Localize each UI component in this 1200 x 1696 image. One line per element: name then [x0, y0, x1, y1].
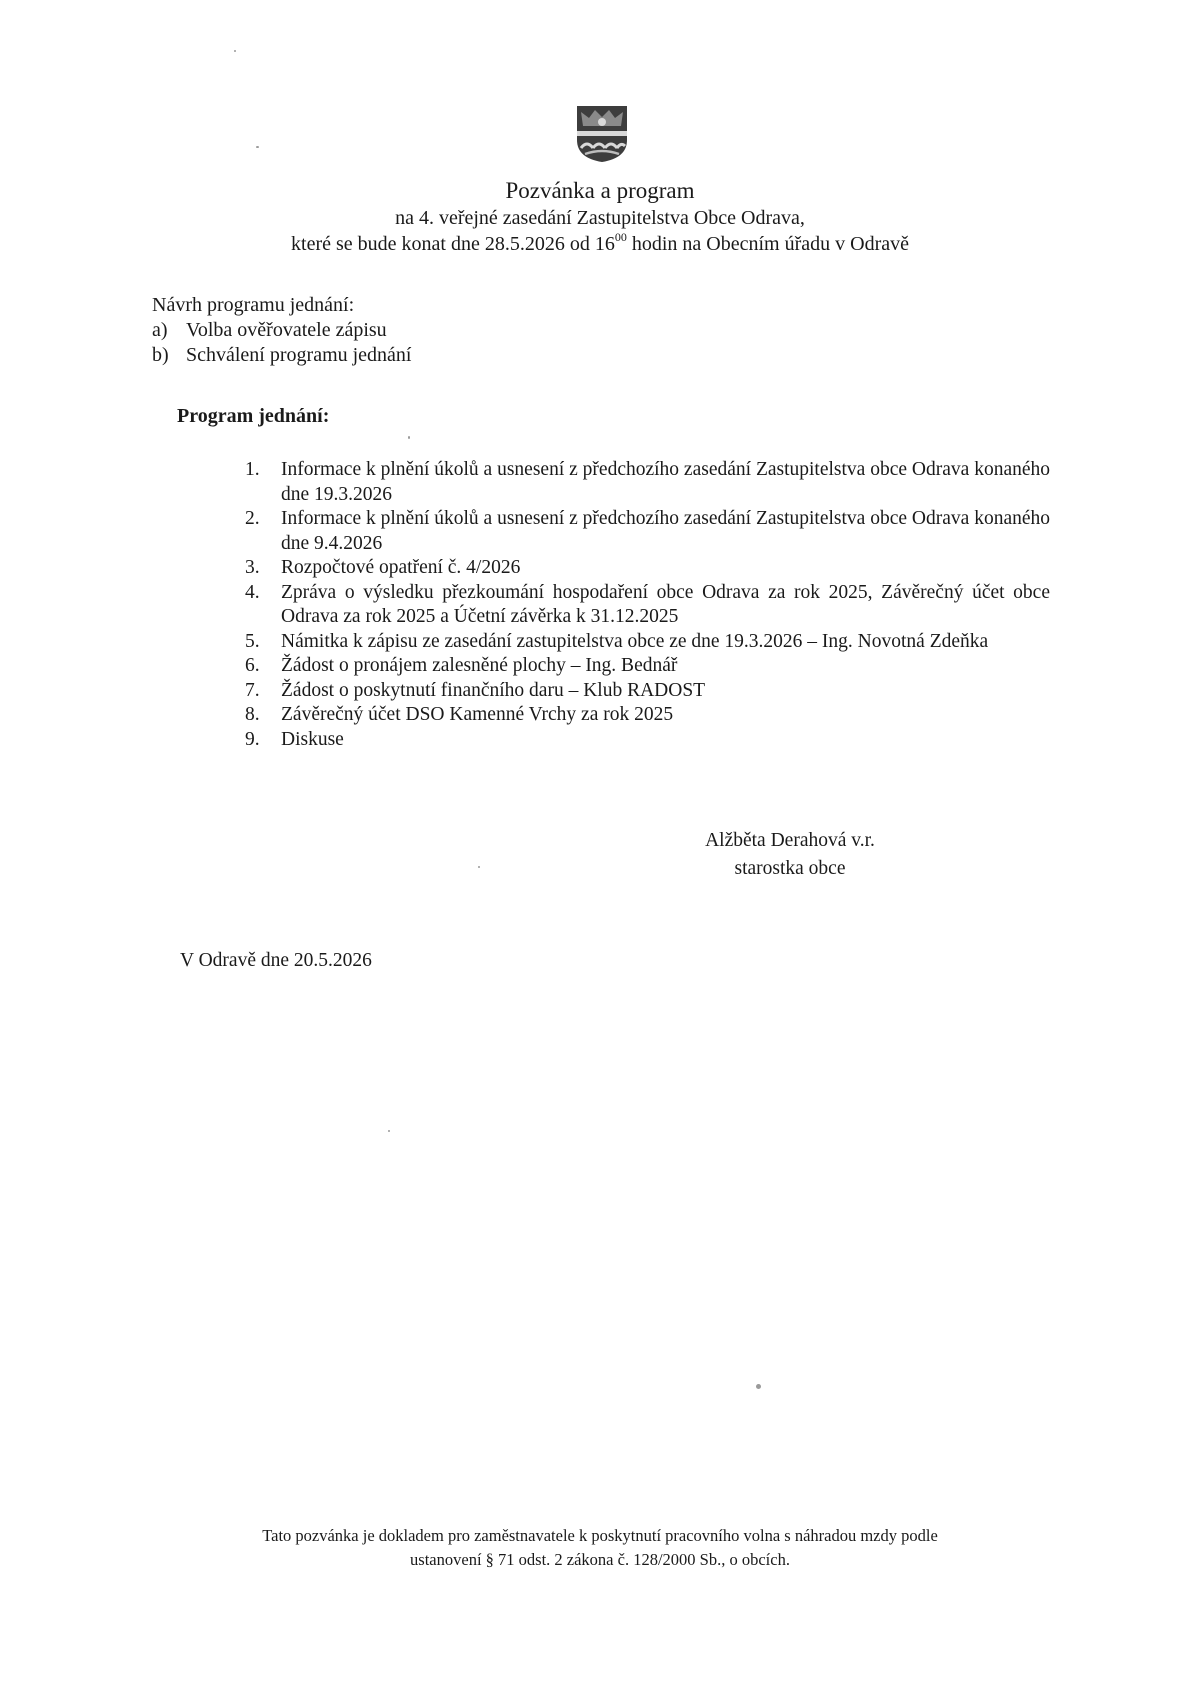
- proposal-item-mark: b): [152, 344, 169, 366]
- program-item-number: 5.: [245, 630, 260, 652]
- scan-speck: [408, 436, 410, 439]
- program-item-text: Zpráva o výsledku přezkoumání hospodaření obce Odrava za rok 2025, Závěrečný účet obce Odrava za rok 2025 a Účetní závěrka k 31.12.2025: [281, 581, 1050, 627]
- program-item-text: Žádost o pronájem zalesněné plochy – Ing. Bednář: [281, 655, 678, 676]
- proposal-item: [152, 343, 412, 368]
- coat-of-arms-icon: [575, 104, 629, 164]
- program-item-text: Informace k plnění úkolů a usnesení z předchozího zasedání Zastupitelstva obce Odrava konaného dne 9.4.2026: [281, 508, 1050, 554]
- meeting-date-text: které se bude konat dne 28.5.2026 od 16: [291, 233, 615, 255]
- document-title: Pozvánka a program: [505, 178, 695, 203]
- program-item: [245, 679, 1050, 704]
- footer-line: Tato pozvánka je dokladem pro zaměstnavatele k poskytnutí pracovního volna s náhradou mzdy podle: [262, 1526, 938, 1545]
- place-and-date: V Odravě dne 20.5.2026: [180, 950, 372, 971]
- program-item: [245, 654, 1050, 679]
- footer-note: [0, 1524, 1200, 1572]
- scan-speck: [756, 1384, 761, 1389]
- footer-line: ustanovení § 71 odst. 2 zákona č. 128/2000 Sb., o obcích.: [410, 1550, 790, 1569]
- program-item-number: 6.: [245, 655, 260, 676]
- program-item: [245, 728, 1050, 753]
- program-item: [245, 556, 1050, 581]
- program-item-number: 1.: [245, 459, 260, 480]
- meeting-time-superscript: 00: [614, 230, 627, 244]
- program-item: [245, 458, 1050, 507]
- program-item-number: 7.: [245, 679, 260, 701]
- program-item: [245, 581, 1050, 630]
- program-item-text: Námitka k zápisu ze zasedání zastupitelstva obce ze dne 19.3.2026 – Ing. Novotná Zdeňka: [281, 630, 989, 652]
- proposal-item-text: Schválení programu jednání: [186, 344, 412, 366]
- scan-speck: [234, 50, 236, 52]
- program-item: [245, 507, 1050, 556]
- scan-speck: [256, 146, 259, 148]
- proposal-section: [152, 293, 412, 368]
- meeting-place-text: hodin na Obecním úřadu v Odravě: [626, 233, 909, 255]
- signatory-name: Alžběta Derahová v.r.: [705, 830, 875, 851]
- program-heading: Program jednání:: [177, 405, 330, 427]
- proposal-heading: Návrh programu jednání:: [152, 294, 355, 316]
- program-item: [245, 703, 1050, 728]
- program-item-text: Rozpočtové opatření č. 4/2026: [281, 557, 521, 578]
- meeting-date-line: [0, 230, 1200, 256]
- signatory-role: starostka obce: [734, 858, 846, 879]
- program-item-number: 8.: [245, 704, 260, 725]
- program-item-text: Závěrečný účet DSO Kamenné Vrchy za rok 2025: [281, 704, 674, 725]
- program-list: [245, 458, 1050, 752]
- program-item-number: 2.: [245, 508, 260, 529]
- program-item-number: 3.: [245, 557, 260, 578]
- scan-speck: [388, 1130, 390, 1132]
- proposal-item-mark: a): [152, 319, 168, 341]
- meeting-subtitle: na 4. veřejné zasedání Zastupitelstva Obce Odrava,: [395, 207, 805, 229]
- proposal-item-text: Volba ověřovatele zápisu: [186, 319, 387, 341]
- program-item-text: Informace k plnění úkolů a usnesení z předchozího zasedání Zastupitelstva obce Odrava konaného dne 19.3.2026: [281, 459, 1050, 505]
- program-item-number: 4.: [245, 581, 260, 603]
- scan-speck: [478, 866, 480, 868]
- program-item-text: Žádost o poskytnutí finančního daru – Klub RADOST: [281, 679, 706, 701]
- program-item: [245, 630, 1050, 655]
- proposal-item: [152, 318, 412, 343]
- program-item-number: 9.: [245, 728, 260, 750]
- program-item-text: Diskuse: [281, 728, 344, 750]
- signature-block: [660, 827, 920, 883]
